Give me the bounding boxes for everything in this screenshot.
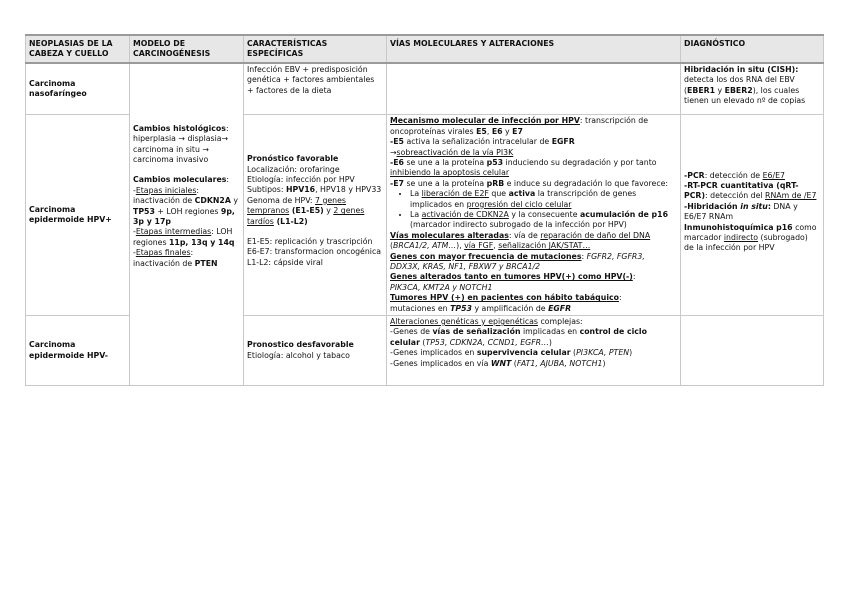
hpvpos-caracteristicas: Pronóstico favorable Localización: orofaringe Etiología: infección por HPV Subtipos: HPV16, HPV18 y HPV33 Genoma de HPV: 7 genes tempranos (E1-E5) y 2 genes tardíos (L1-L2) E1-E5: replicación y trascripción E6-E7: transformacion oncogénica L1-L2: cápside viral xyxy=(244,115,387,316)
row-nasofaringeo xyxy=(26,63,824,115)
hpvpos-vias xyxy=(387,115,681,316)
etapas-finales: -Etapas finales: inactivación de PTEN xyxy=(133,248,218,268)
mol-colon: : xyxy=(226,175,230,185)
header-caracteristicas: CARACTERÍSTICAS ESPECÍFICAS xyxy=(244,35,387,63)
e5-line-2: →sobreactivación de la vía PI3K xyxy=(390,147,514,157)
header-modelo: MODELO DE CARCINOGÉNESIS xyxy=(130,35,244,63)
naso-vias-empty xyxy=(387,63,681,115)
header-neoplasias: NEOPLASIAS DE LA CABEZA Y CUELLO xyxy=(26,35,130,63)
hist-title: Cambios histológicos xyxy=(133,123,226,133)
tumores-tabaco: Tumores HPV (+) en pacientes con hábito tabáquico: xyxy=(390,293,622,303)
bullet-cdkn2a: • La activación de CDKN2A y la consecuente acumulación de p16 (marcador indirecto subrogado de la infección por HPV) xyxy=(410,210,677,231)
naso-caracteristicas: Infección EBV + predisposición genética + factores ambientales + factores de la dieta xyxy=(244,63,387,115)
header-diagnostico: DIAGNÓSTICO xyxy=(681,35,824,63)
naso-diagnostico: Hibridación in situ (CISH): detecta los dos RNA del EBV (EBER1 y EBER2), los cuales tienen un elevado nº de copias xyxy=(681,63,824,115)
etapas-intermedias: -Etapas intermedias: LOH regiones 11p, 13q y 14q xyxy=(133,227,235,247)
genes-mutaciones: Genes con mayor frecuencia de mutaciones: FGFR2, FGFR3, DDX3X, KRAS, NF1, FBXW7 y BRCA1/2 xyxy=(390,251,645,271)
genes-ambos-list: PIK3CA, KMT2A y NOTCH1 xyxy=(390,282,493,292)
hpvpos-diagnostico: -PCR: detección de E6/E7 -RT-PCR cuantitativa (qRT-PCR): detección del RNAm de /E7 -Hibridación in situ: DNA y E6/E7 RNAm Inmunohistoquímica p16 como marcador indirecto (subrogado) de la infección por HPV xyxy=(681,115,824,316)
bullet-e2f: • La liberación de E2F que activa la transcripción de genes implicados en progresión del ciclo celular xyxy=(410,189,677,210)
header-vias: VÍAS MOLECULARES Y ALTERACIONES xyxy=(387,35,681,63)
label-nasofaringeo: Carcinoma nasofaríngeo xyxy=(26,63,130,115)
header-row xyxy=(26,35,824,63)
hpvneg-diagnostico-empty xyxy=(681,316,824,386)
hist-body: hiperplasia → displasia→ carcinoma in situ → carcinoma invasivo xyxy=(133,134,229,164)
label-hpv-negativo: Carcinoma epidermoide HPV- xyxy=(26,316,130,386)
vias-alteradas: Vías moleculares alteradas: vía de reparación de daño del DNA (BRCA1/2, ATM…), vía FGF, señalización JAK/STAT… xyxy=(390,230,651,251)
mol-title: Cambios moleculares xyxy=(133,175,227,185)
e7-effects-list xyxy=(390,189,677,231)
mecanismo-hpv: Mecanismo molecular de infección por HPV: transcripción de oncoproteínas virales E5, E6 y E7 xyxy=(390,116,649,136)
hist-colon: : xyxy=(225,123,229,133)
cell-modelo-carcinogenesis xyxy=(130,63,244,386)
e7-line: -E7 se une a la proteína pRB e induce su degradación lo que favorece: xyxy=(390,178,669,188)
hpvneg-vias: Alteraciones genéticas y epigenéticas complejas: -Genes de vías de señalización implicadas en control de ciclo celular (TP53, CDKN2A, CCND1, EGFR…) -Genes implicados en supervivencia celular (PI3KCA, PTEN) -Genes implicados en vía WNT (FAT1, AJUBA, NOTCH1) xyxy=(387,316,681,386)
carcinogenesis-table xyxy=(25,34,824,386)
genes-ambos: Genes alterados tanto en tumores HPV(+) como HPV(-): xyxy=(390,272,636,282)
tumores-tabaco-body: mutaciones en TP53 y amplificación de EGFR xyxy=(390,303,572,313)
etapas-iniciales: -Etapas iniciales: inactivación de CDKN2A y TP53 + LOH regiones 9p, 3p y 17p xyxy=(133,185,238,227)
hpvneg-caracteristicas: Pronostico desfavorable Etiología: alcohol y tabaco xyxy=(244,316,387,386)
label-hpv-positivo: Carcinoma epidermoide HPV+ xyxy=(26,115,130,316)
e6-line: -E6 se une a la proteína p53 induciendo su degradación y por tanto inhibiendo la apoptosis celular xyxy=(390,157,657,178)
e5-line: -E5 activa la señalización intracelular de EGFR xyxy=(390,137,575,147)
